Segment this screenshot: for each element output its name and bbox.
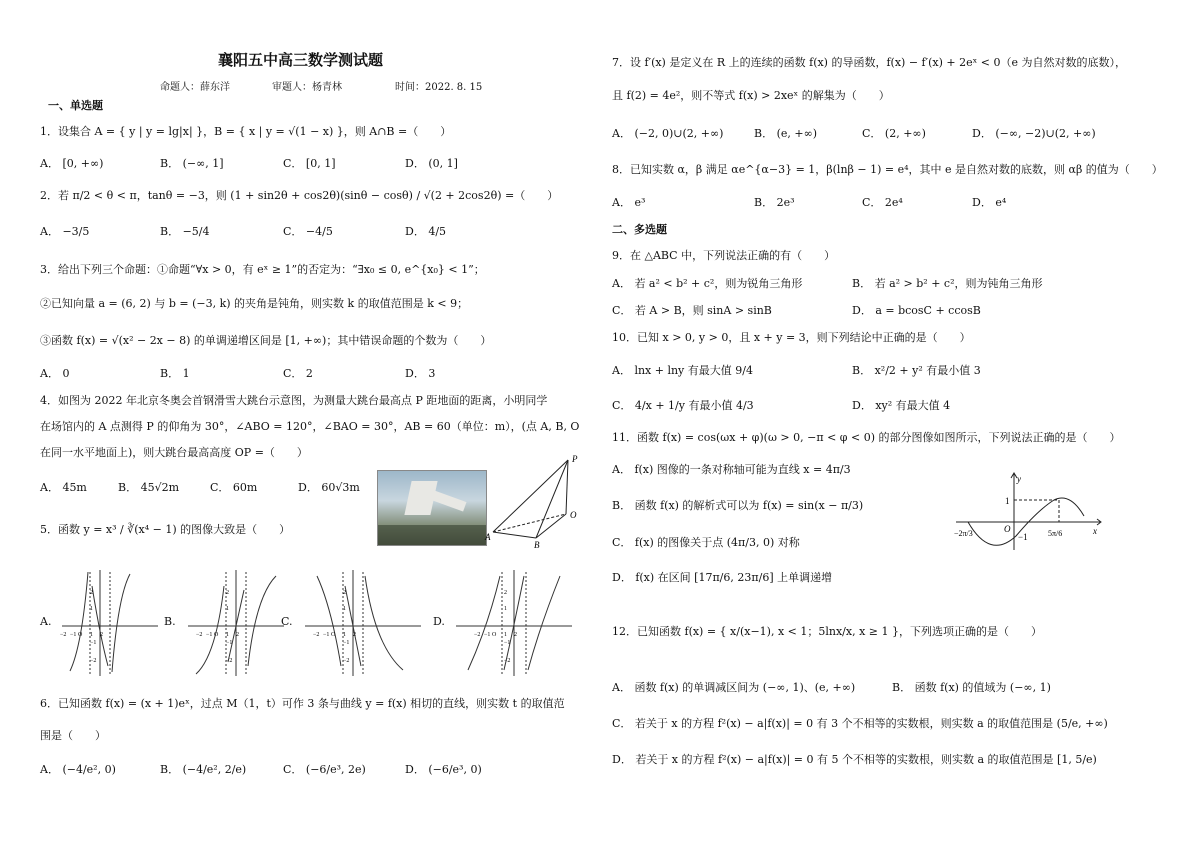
- y-tick-label: −2: [226, 658, 233, 664]
- question-3-options: [40, 366, 585, 382]
- question-10-option-a[interactable]: A． lnx + lny 有最大值 9/4: [612, 364, 753, 377]
- option-d[interactable]: D． (−6/e³, 0): [405, 763, 482, 776]
- option-c[interactable]: C． (−6/e³, 2e): [283, 763, 366, 776]
- y-tick-label: 2: [343, 590, 346, 596]
- option-b[interactable]: B.: [164, 615, 176, 628]
- x-tick-label: 2: [236, 632, 239, 638]
- x-tick-label: −2: [60, 632, 67, 638]
- cosine-graph: [954, 470, 1104, 554]
- x-tick-label: O: [331, 632, 336, 638]
- question-9-option-b[interactable]: B． 若 a² > b² + c²，则为钝角三角形: [852, 277, 1043, 290]
- x-tick-label: −1: [323, 632, 330, 638]
- question-6-line-1: 6．已知函数 f(x) = (x + 1)eˣ，过点 M（1，t）可作 3 条与曲线 y = f(x) 相切的直线，则实数 t 的取值范: [40, 697, 565, 710]
- reviewer-label: 审题人：杨青林: [272, 82, 342, 93]
- question-3-line-3: ③函数 f(x) = √(x² − 2x − 8) 的单调递增区间是 [1, +∞)；其中错误命题的个数为（ ）: [40, 334, 492, 347]
- question-10-option-c[interactable]: C． 4/x + 1/y 有最小值 4/3: [612, 399, 754, 412]
- section-multiple-choice: 二、多选题: [612, 223, 667, 236]
- label-a: A: [485, 532, 491, 542]
- option-a[interactable]: A． [0, +∞): [40, 157, 104, 170]
- option-c[interactable]: C． (2, +∞): [862, 127, 926, 140]
- question-11-option-c[interactable]: C． f(x) 的图像关于点 (4π/3, 0) 对称: [612, 536, 800, 549]
- label-b: B: [534, 540, 540, 550]
- question-3-line-1: 3．给出下列三个命题：①命题“∀x > 0，有 eˣ ≥ 1”的否定为：“∃x₀ ≤ 0, e^{x₀} < 1”；: [40, 263, 485, 276]
- option-b[interactable]: B． 45√2m: [118, 481, 180, 494]
- label-p: P: [572, 454, 578, 464]
- x-tick-label: −1: [484, 632, 491, 638]
- y-tick-label: −1: [343, 640, 350, 646]
- option-c[interactable]: C． 60m: [210, 481, 258, 494]
- option-a[interactable]: A． (−2, 0)∪(2, +∞): [612, 127, 724, 140]
- option-d[interactable]: D.: [433, 615, 445, 628]
- x-tick-label: O: [214, 632, 219, 638]
- graph-d: [454, 566, 574, 678]
- option-c[interactable]: C． 2e⁴: [862, 196, 903, 209]
- question-12-option-d[interactable]: D． 若关于 x 的方程 f²(x) − a|f(x)| = 0 有 5 个不相等的实数根，则实数 a 的取值范围是 [1, 5/e): [612, 753, 1097, 766]
- y-tick-label: −1: [226, 640, 233, 646]
- question-9-option-d[interactable]: D． a = bcosC + ccosB: [852, 304, 981, 317]
- graph-tick-neg1: −1: [1018, 532, 1028, 542]
- x-tick-label: O: [492, 632, 497, 638]
- option-b[interactable]: B． −5/4: [160, 225, 210, 238]
- x-tick-label: 1: [226, 632, 229, 638]
- y-tick-label: 1: [226, 606, 229, 612]
- question-2: 2．若 π/2 < θ < π，tanθ = −3，则 (1 + sin2θ + cos2θ)(sinθ − cosθ) / √(2 + 2cos2θ) =（ ）: [40, 189, 559, 202]
- x-tick-label: −1: [206, 632, 213, 638]
- graph-origin: O: [1004, 524, 1011, 534]
- label-o: O: [570, 510, 577, 520]
- question-11-option-a[interactable]: A． f(x) 图像的一条对称轴可能为直线 x = 4π/3: [612, 463, 851, 476]
- question-9: 9．在 △ABC 中，下列说法正确的有（ ）: [612, 249, 836, 262]
- option-b[interactable]: B． 1: [160, 367, 190, 380]
- ski-jump-photo: [377, 470, 487, 546]
- question-2-options: [40, 224, 585, 240]
- option-a[interactable]: A． 0: [40, 367, 70, 380]
- y-tick-label: 1: [504, 606, 507, 612]
- option-a[interactable]: A． (−4/e², 0): [40, 763, 116, 776]
- option-a[interactable]: A． e³: [612, 196, 646, 209]
- question-1: 1．设集合 A = { y | y = lg|x| }，B = { x | y = √(1 − x) }，则 A∩B =（ ）: [40, 125, 452, 138]
- graph-x-label: x: [1093, 526, 1097, 536]
- question-6-options: [40, 762, 585, 778]
- page-title: 襄阳五中高三数学测试题: [218, 51, 384, 69]
- question-12-option-b[interactable]: B． 函数 f(x) 的值域为 (−∞, 1): [892, 681, 1051, 694]
- question-11-option-d[interactable]: D． f(x) 在区间 [17π/6, 23π/6] 上单调递增: [612, 571, 833, 584]
- graph-c: [303, 566, 423, 678]
- graph-y-label: y: [1017, 474, 1021, 484]
- question-12: 12．已知函数 f(x) = { x/(x−1), x < 1；5lnx/x, x ≥ 1 }，下列选项正确的是（ ）: [612, 625, 1042, 638]
- option-b[interactable]: B． (−∞, 1]: [160, 157, 224, 170]
- option-d[interactable]: D． (0, 1]: [405, 157, 458, 170]
- question-9-option-a[interactable]: A． 若 a² < b² + c²，则为锐角三角形: [612, 277, 803, 290]
- option-c[interactable]: C． [0, 1]: [283, 157, 336, 170]
- question-12-option-a[interactable]: A． 函数 f(x) 的单调减区间为 (−∞, 1)、(e, +∞): [612, 681, 856, 694]
- option-c[interactable]: C． −4/5: [283, 225, 333, 238]
- option-a[interactable]: A． 45m: [40, 481, 87, 494]
- question-4-line-1: 4．如图为 2022 年北京冬奥会首钢滑雪大跳台示意图，为测量大跳台最高点 P 距地面的距离，小明同学: [40, 394, 548, 407]
- x-tick-label: 2: [100, 632, 103, 638]
- question-7-line-2: 且 f(2) = 4e²，则不等式 f(x) > 2xeˣ 的解集为（ ）: [612, 89, 890, 102]
- question-4-line-3: 在同一水平地面上)，则大跳台最高高度 OP =（ ）: [40, 446, 308, 459]
- graph-a: [60, 566, 160, 678]
- option-d[interactable]: D． e⁴: [972, 196, 1007, 209]
- pyramid-figure: [483, 454, 583, 550]
- option-c[interactable]: C.: [281, 615, 293, 628]
- option-b[interactable]: B． 2e³: [754, 196, 795, 209]
- option-a[interactable]: A.: [40, 615, 52, 628]
- x-tick-label: 2: [353, 632, 356, 638]
- option-c[interactable]: C． 2: [283, 367, 313, 380]
- question-5: 5．函数 y = x³ / ∛(x⁴ − 1) 的图像大致是（ ）: [40, 523, 291, 536]
- x-tick-label: 2: [514, 632, 517, 638]
- y-tick-label: −2: [343, 658, 350, 664]
- question-11: 11．函数 f(x) = cos(ωx + φ)(ω > 0, −π < φ < 0) 的部分图像如图所示，下列说法正确的是（ ）: [612, 431, 1121, 444]
- question-10: 10．已知 x > 0, y > 0，且 x + y = 3，则下列结论中正确的是（ ）: [612, 331, 971, 344]
- option-d[interactable]: D． 3: [405, 367, 436, 380]
- x-tick-label: −2: [313, 632, 320, 638]
- question-8: 8．已知实数 α，β 满足 αe^{α−3} = 1，β(lnβ − 1) = e⁴，其中 e 是自然对数的底数，则 αβ 的值为（ ）: [612, 163, 1163, 176]
- y-tick-label: 2: [226, 590, 229, 596]
- option-b[interactable]: B． (e, +∞): [754, 127, 818, 140]
- question-1-options: [40, 156, 585, 172]
- question-10-option-d[interactable]: D． xy² 有最大值 4: [852, 399, 951, 412]
- option-a[interactable]: A． −3/5: [40, 225, 90, 238]
- y-tick-label: −1: [90, 640, 97, 646]
- y-tick-label: −1: [504, 640, 511, 646]
- option-d[interactable]: D． (−∞, −2)∪(2, +∞): [972, 127, 1096, 140]
- y-tick-label: 2: [90, 590, 93, 596]
- y-tick-label: 1: [343, 606, 346, 612]
- x-tick-label: −2: [196, 632, 203, 638]
- graph-tick-right: 5π/6: [1048, 529, 1063, 538]
- x-tick-label: 1: [504, 632, 507, 638]
- x-tick-label: O: [78, 632, 83, 638]
- date-label: 时间：2022. 8. 15: [395, 82, 483, 93]
- option-b[interactable]: B． (−4/e², 2/e): [160, 763, 247, 776]
- question-6-line-2: 围是（ ）: [40, 729, 106, 742]
- y-tick-label: 1: [90, 606, 93, 612]
- x-tick-label: −1: [70, 632, 77, 638]
- x-tick-label: −2: [474, 632, 481, 638]
- question-7-line-1: 7．设 f′(x) 是定义在 R 上的连续的函数 f(x) 的导函数，f(x) − f′(x) + 2eˣ < 0（e 为自然对数的底数），: [612, 56, 1126, 69]
- section-single-choice: 一、单选题: [48, 99, 103, 112]
- question-12-option-c[interactable]: C． 若关于 x 的方程 f²(x) − a|f(x)| = 0 有 3 个不相等的实数根，则实数 a 的取值范围是 (5/e, +∞): [612, 717, 1108, 730]
- ski-jump-ground: [378, 525, 486, 545]
- option-d[interactable]: D． 60√3m: [298, 481, 360, 494]
- graph-b: [186, 566, 286, 678]
- x-tick-label: 1: [343, 632, 346, 638]
- question-11-option-b[interactable]: B． 函数 f(x) 的解析式可以为 f(x) = sin(x − π/3): [612, 499, 864, 512]
- graph-tick-left: −2π/3: [954, 529, 973, 538]
- question-4-line-2: 在场馆内的 A 点测得 P 的仰角为 30°，∠ABO = 120°，∠BAO = 30°，AB = 60（单位：m），(点 A, B, O: [40, 420, 580, 433]
- question-3-line-2: ②已知向量 a = (6, 2) 与 b = (−3, k) 的夹角是钝角，则实数 k 的取值范围是 k < 9；: [40, 297, 469, 310]
- y-tick-label: −2: [90, 658, 97, 664]
- question-8-options: [612, 195, 1177, 211]
- option-d[interactable]: D． 4/5: [405, 225, 447, 238]
- question-10-option-b[interactable]: B． x²/2 + y² 有最小值 3: [852, 364, 981, 377]
- y-tick-label: 2: [504, 590, 507, 596]
- graph-tick-1: 1: [1005, 496, 1010, 506]
- question-7-options: [612, 126, 1177, 142]
- x-tick-label: 1: [90, 632, 93, 638]
- y-tick-label: −2: [504, 658, 511, 664]
- author-label: 命题人：薛东洋: [160, 82, 230, 93]
- question-9-option-c[interactable]: C． 若 A > B，则 sinA > sinB: [612, 304, 772, 317]
